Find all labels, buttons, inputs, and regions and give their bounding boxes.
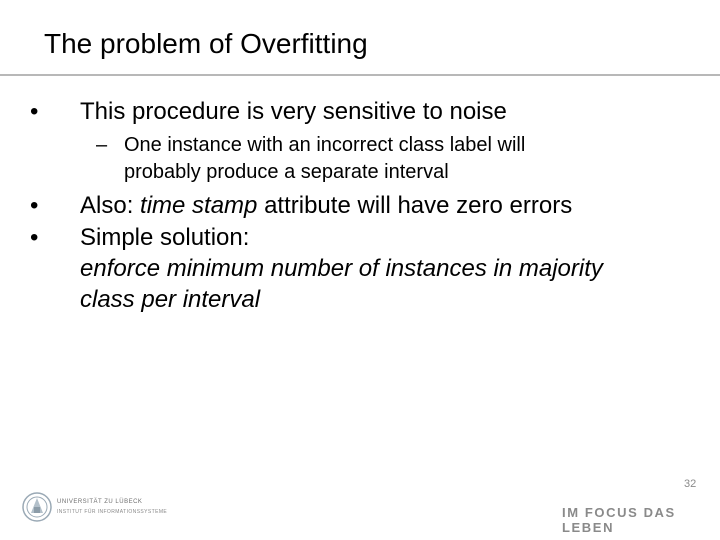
sub-bullet-line: One instance with an incorrect class label will: [124, 134, 526, 156]
institute-name: INSTITUT FÜR INFORMATIONSSYSTEME: [57, 509, 168, 515]
page-number: 32: [684, 478, 697, 490]
bullet-marker: •: [30, 98, 39, 125]
sub-bullet-marker: –: [96, 134, 108, 156]
bullet-text: Also:: [80, 192, 141, 219]
bullet-marker: •: [30, 224, 39, 251]
bullet-marker: •: [30, 192, 39, 219]
university-seal-icon: [22, 490, 52, 524]
university-logo: [22, 490, 172, 526]
bullet-text: This procedure is very sensitive to noise: [80, 98, 507, 125]
footer-motto: IM FOCUS DAS LEBEN: [562, 505, 676, 535]
bullet-text: class per interval: [80, 286, 261, 313]
bullet-text: Simple solution:: [80, 224, 250, 251]
university-name: UNIVERSITÄT ZU LÜBECK: [57, 499, 143, 505]
title-divider: [0, 74, 720, 76]
bullet-text: attribute will have zero errors: [257, 192, 573, 219]
slide-title: The problem of Overfitting: [44, 28, 368, 59]
sub-bullet-line: probably produce a separate interval: [124, 161, 449, 183]
bullet-text: enforce minimum number of instances in majority: [80, 255, 603, 282]
bullet-emphasis: time stamp: [140, 192, 258, 219]
